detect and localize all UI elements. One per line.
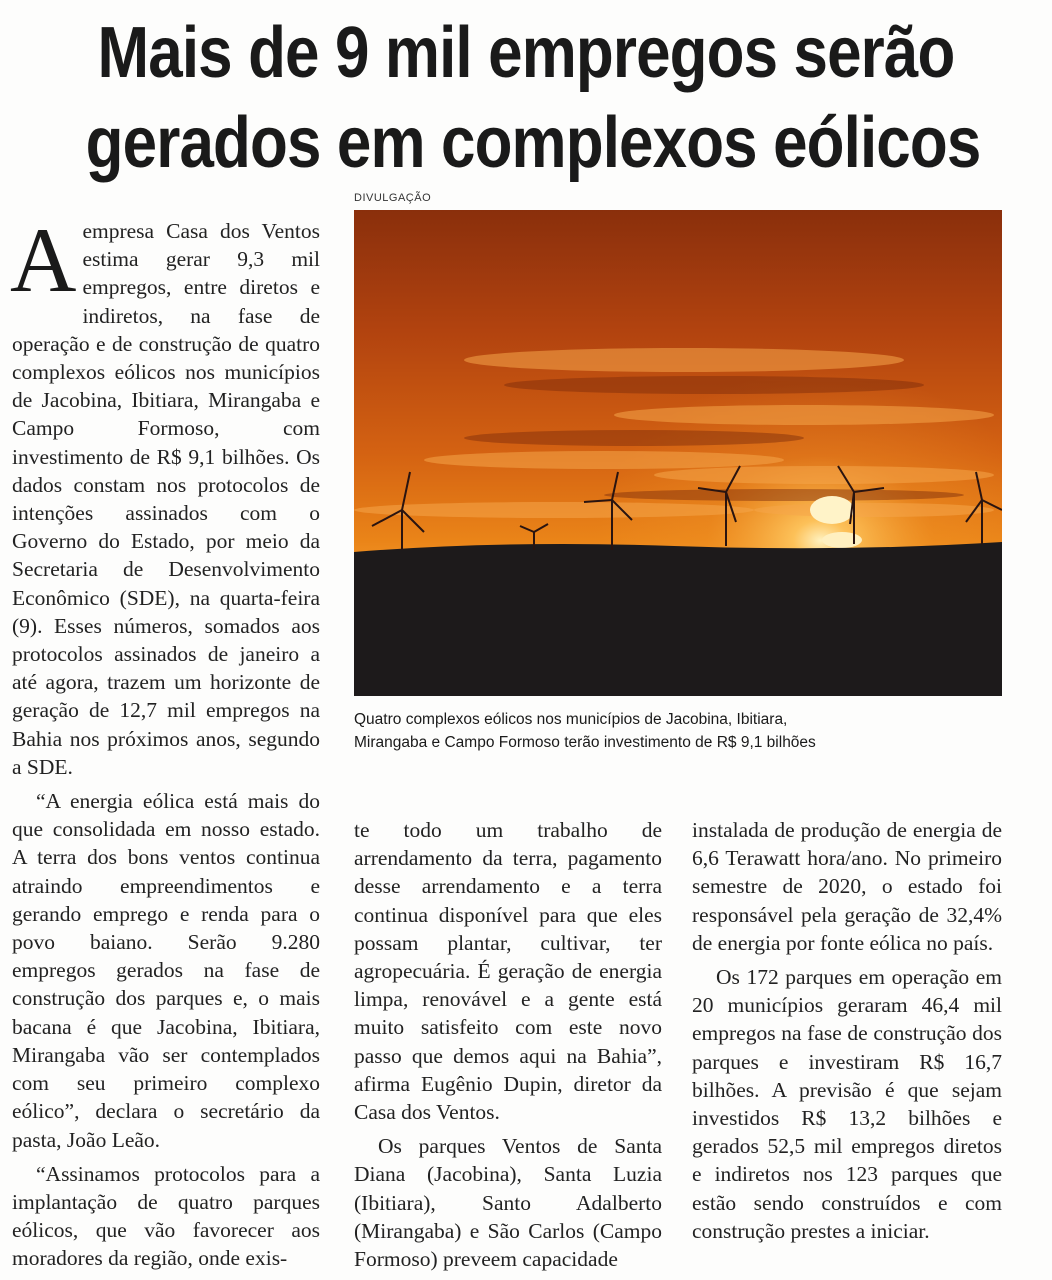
article-column-1 bbox=[10, 209, 320, 1273]
headline-line-1: Mais de 9 mil empregos serão bbox=[97, 13, 955, 93]
article-paragraph: instalada de produção de energia de 6,6 Terawatt hora/ano. No primeiro semestre de 2020, o estado foi responsável pela geração de 32,4% de energia por fonte eólica no país. bbox=[692, 818, 1002, 955]
article-paragraph: Os 172 parques em operação em 20 municípios geraram 46,4 mil empregos na fase de construção dos parques e investiram R$ 16,7 bilhões. A previsão é que sejam investidos R$ 13,2 bilhões e gerados 52,5 mil empregos diretos e indiretos nos 123 parques que estão sendo construídos e com construção prestes a iniciar. bbox=[692, 965, 1002, 1243]
photo-caption-line-1: Quatro complexos eólicos nos municípios de Jacobina, Ibitiara, bbox=[354, 711, 788, 728]
drop-cap: A bbox=[10, 209, 77, 311]
photo-credit: DIVULGAÇÃO bbox=[354, 192, 432, 204]
headline-line-2: gerados em complexos eólicos bbox=[85, 103, 981, 183]
article-paragraph: “A energia eólica está mais do que consolidada em nosso estado. A terra dos bons ventos continua atraindo empreendimentos e gerando emprego e renda para o povo baiano. Serão 9.280 empregos gerados na fase de construção dos parques e, o mais bacana é que Jacobina, Ibitiara, Mirangaba vão ser contemplados com seu primeiro complexo eólico”, declara o secretário da pasta, João Leão. bbox=[12, 789, 320, 1152]
sunset-wind-turbines-photo bbox=[354, 210, 1002, 696]
article-paragraph: te todo um trabalho de arrendamento da terra, pagamento desse arrendamento e a terra continua disponível para que eles possam plantar, cultivar, ter agropecuária. É geração de energia limpa, renovável e a gente está muito satisfeito com este novo passo que demos aqui na Bahia”, afirma Eugênio Dupin, diretor da Casa dos Ventos. bbox=[354, 818, 662, 1125]
photo-caption-line-2: Mirangaba e Campo Formoso terão investimento de R$ 9,1 bilhões bbox=[354, 734, 816, 751]
article-column-2 bbox=[354, 816, 662, 1273]
headline bbox=[85, 8, 981, 188]
article-paragraph: “Assinamos protocolos para a implantação de quatro parques eólicos, que vão favorecer aos moradores da região, onde exis- bbox=[12, 1161, 320, 1271]
article-paragraph: Os parques Ventos de Santa Diana (Jacobina), Santa Luzia (Ibitiara), Santo Adalberto (Mirangaba) e São Carlos (Campo Formoso) preveem capacidade bbox=[354, 1134, 662, 1272]
article-paragraph bbox=[10, 209, 320, 781]
article-column-3 bbox=[692, 816, 1002, 1245]
article-text: empresa Casa dos Ventos estima gerar 9,3 mil empregos, entre diretos e indiretos, na fase de operação e de construção de quatro complexos eólicos nos municípios de Jacobina, Ibitiara, Mirangaba e Campo Formoso, com investimento de R$ 9,1 bilhões. Os dados constam nos protocolos de intenções assinados com o Governo do Estado, por meio da Secretaria de Desenvolvimento Econômico (SDE), na quarta-feira (9). Esses números, somados aos protocolos assinados de janeiro a até agora, trazem um horizonte de geração de 12,7 mil empregos na Bahia nos próximos anos, segundo a SDE. bbox=[12, 219, 320, 779]
photo-caption bbox=[354, 708, 974, 754]
